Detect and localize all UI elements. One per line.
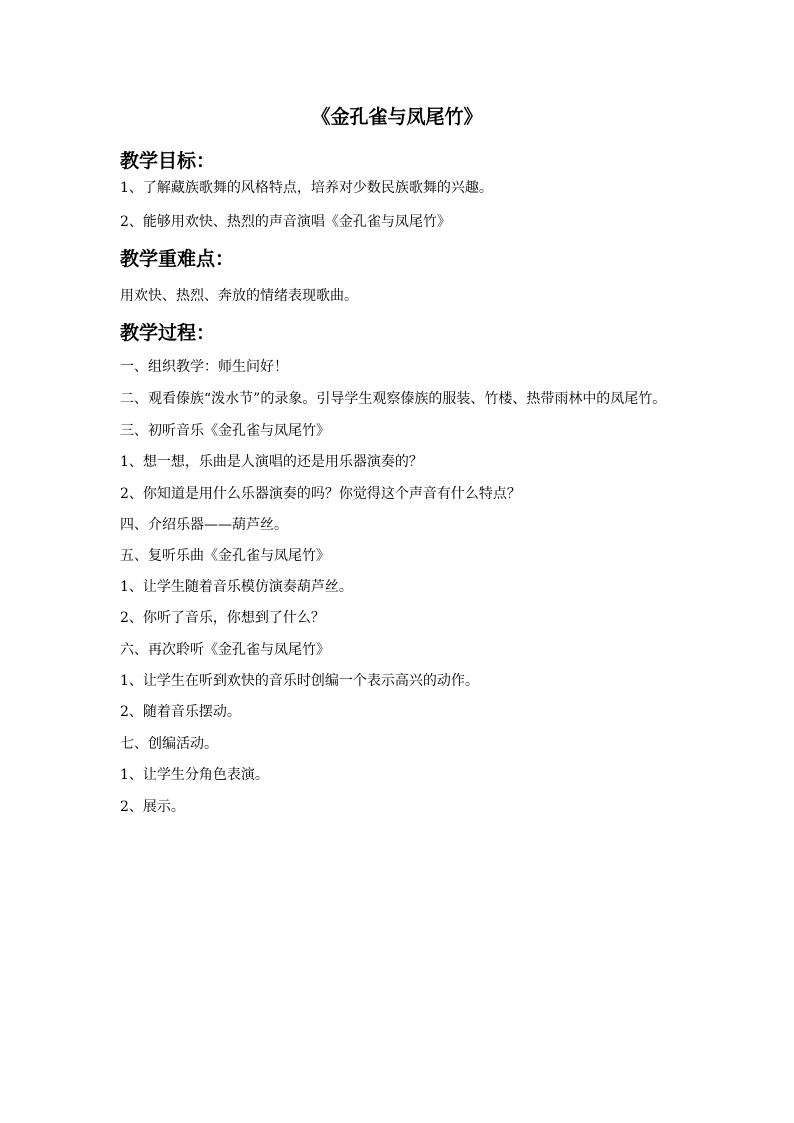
objective-item: 2、能够用欢快、热烈的声音演唱《金孔雀与凤尾竹》 [120,214,451,230]
process-step: 2、展示。 [120,799,185,815]
process-step: 2、你知道是用什么乐器演奏的吗？你觉得这个声音有什么特点？ [120,486,521,502]
process-step: 三、初听音乐《金孔雀与凤尾竹》 [120,423,330,439]
process-step: 1、想一想，乐曲是人演唱的还是用乐器演奏的？ [120,454,423,470]
process-step: 五、复听乐曲《金孔雀与凤尾竹》 [120,548,330,564]
process-step: 二、观看傣族“泼水节”的录象。引导学生观察傣族的服装、竹楼、热带雨林中的凤尾竹。 [120,391,667,407]
process-step: 1、让学生分角色表演。 [120,767,269,783]
key-points-heading: 教学重难点： [120,248,235,270]
process-step: 一、组织教学：师生问好！ [120,359,288,375]
objectives-heading: 教学目标： [120,150,216,172]
process-heading: 教学过程： [120,322,216,344]
process-step: 四、介绍乐器——葫芦丝。 [120,517,288,533]
process-step: 1、让学生随着音乐模仿演奏葫芦丝。 [120,579,353,595]
process-step: 1、让学生在听到欢快的音乐时创编一个表示高兴的动作。 [120,673,479,689]
key-point-item: 用欢快、热烈、奔放的情绪表现歌曲。 [120,288,358,304]
document-title: 《金孔雀与凤尾竹》 [311,106,483,128]
objective-item: 1、了解藏族歌舞的风格特点，培养对少数民族歌舞的兴趣。 [120,180,493,196]
process-step: 2、随着音乐摆动。 [120,704,241,720]
process-step: 六、再次聆听《金孔雀与凤尾竹》 [120,642,330,658]
process-step: 2、你听了音乐，你想到了什么？ [120,610,325,626]
process-step: 七、创编活动。 [120,736,218,752]
